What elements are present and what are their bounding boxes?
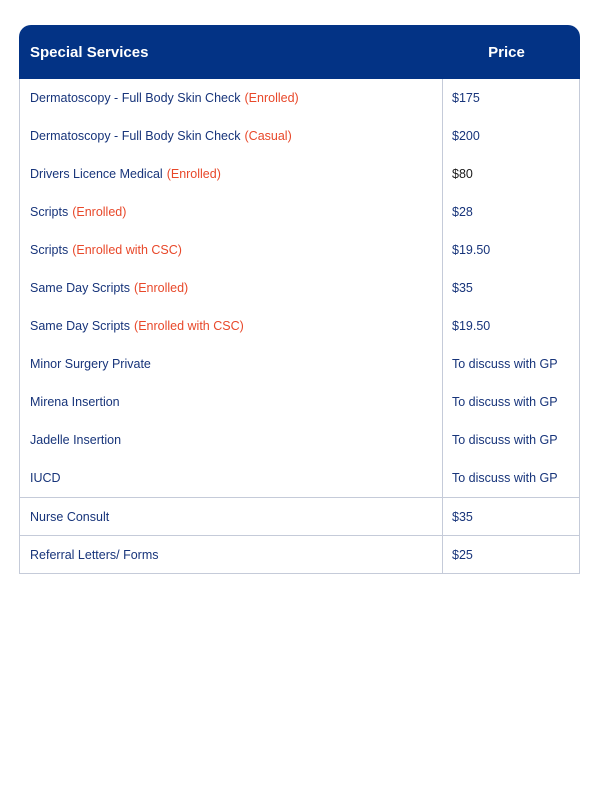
price-cell: $200 [452, 129, 480, 143]
service-cell [20, 345, 443, 383]
service-name: Same Day Scripts [30, 319, 131, 333]
service-note: (Enrolled) [72, 205, 127, 219]
price-cell: $175 [452, 91, 480, 105]
service-name: Minor Surgery Private [30, 357, 151, 371]
table-row [20, 79, 579, 117]
table-row [20, 421, 579, 459]
table-row [20, 193, 579, 231]
service-note: (Enrolled) [134, 281, 189, 295]
service-name: Dermatoscopy - Full Body Skin Check [30, 129, 241, 143]
service-cell [20, 498, 443, 535]
service-cell [20, 421, 443, 459]
table-row [20, 345, 579, 383]
price-cell: $19.50 [452, 319, 491, 333]
service-name: Nurse Consult [30, 509, 110, 524]
table-row [20, 383, 579, 421]
price-cell: $25 [452, 547, 473, 562]
service-name: Scripts [30, 243, 69, 257]
price-cell: To discuss with GP [452, 357, 558, 371]
service-cell [20, 536, 443, 573]
price-cell: $35 [452, 281, 473, 295]
table-row [20, 459, 579, 497]
service-name: Drivers Licence Medical [30, 167, 163, 181]
price-cell: To discuss with GP [452, 395, 558, 409]
service-cell [20, 383, 443, 421]
price-cell: To discuss with GP [452, 471, 558, 485]
service-name: Referral Letters/ Forms [30, 547, 159, 562]
service-cell [20, 269, 443, 307]
price-cell: $19.50 [452, 243, 491, 257]
service-note: (Enrolled) [166, 167, 221, 181]
table-row [20, 269, 579, 307]
header-price-label: Price [488, 43, 525, 61]
header-service-label: Special Services [30, 43, 149, 61]
service-name: Dermatoscopy - Full Body Skin Check [30, 91, 241, 105]
table-row [20, 155, 579, 193]
price-cell: To discuss with GP [452, 433, 558, 447]
service-note: (Enrolled with CSC) [72, 243, 182, 257]
price-cell: $80 [452, 167, 473, 181]
table-row [20, 231, 579, 269]
table-body [19, 79, 580, 574]
service-name: Jadelle Insertion [30, 433, 122, 447]
service-note: (Enrolled) [244, 91, 299, 105]
service-cell [20, 231, 443, 269]
service-name: Mirena Insertion [30, 395, 120, 409]
service-note: (Enrolled with CSC) [134, 319, 244, 333]
service-note: (Casual) [244, 129, 292, 143]
service-name: Same Day Scripts [30, 281, 131, 295]
table-row [20, 535, 579, 573]
service-cell [20, 155, 443, 193]
table-row [20, 497, 579, 535]
service-cell [20, 459, 443, 497]
price-cell: $35 [452, 509, 473, 524]
price-cell: $28 [452, 205, 473, 219]
table-row [20, 117, 579, 155]
service-name: Scripts [30, 205, 69, 219]
service-cell [20, 79, 443, 117]
table-header [19, 25, 580, 79]
service-name: IUCD [30, 471, 61, 485]
service-cell [20, 307, 443, 345]
services-price-table [19, 25, 580, 574]
table-row [20, 307, 579, 345]
service-cell [20, 193, 443, 231]
service-cell [20, 117, 443, 155]
